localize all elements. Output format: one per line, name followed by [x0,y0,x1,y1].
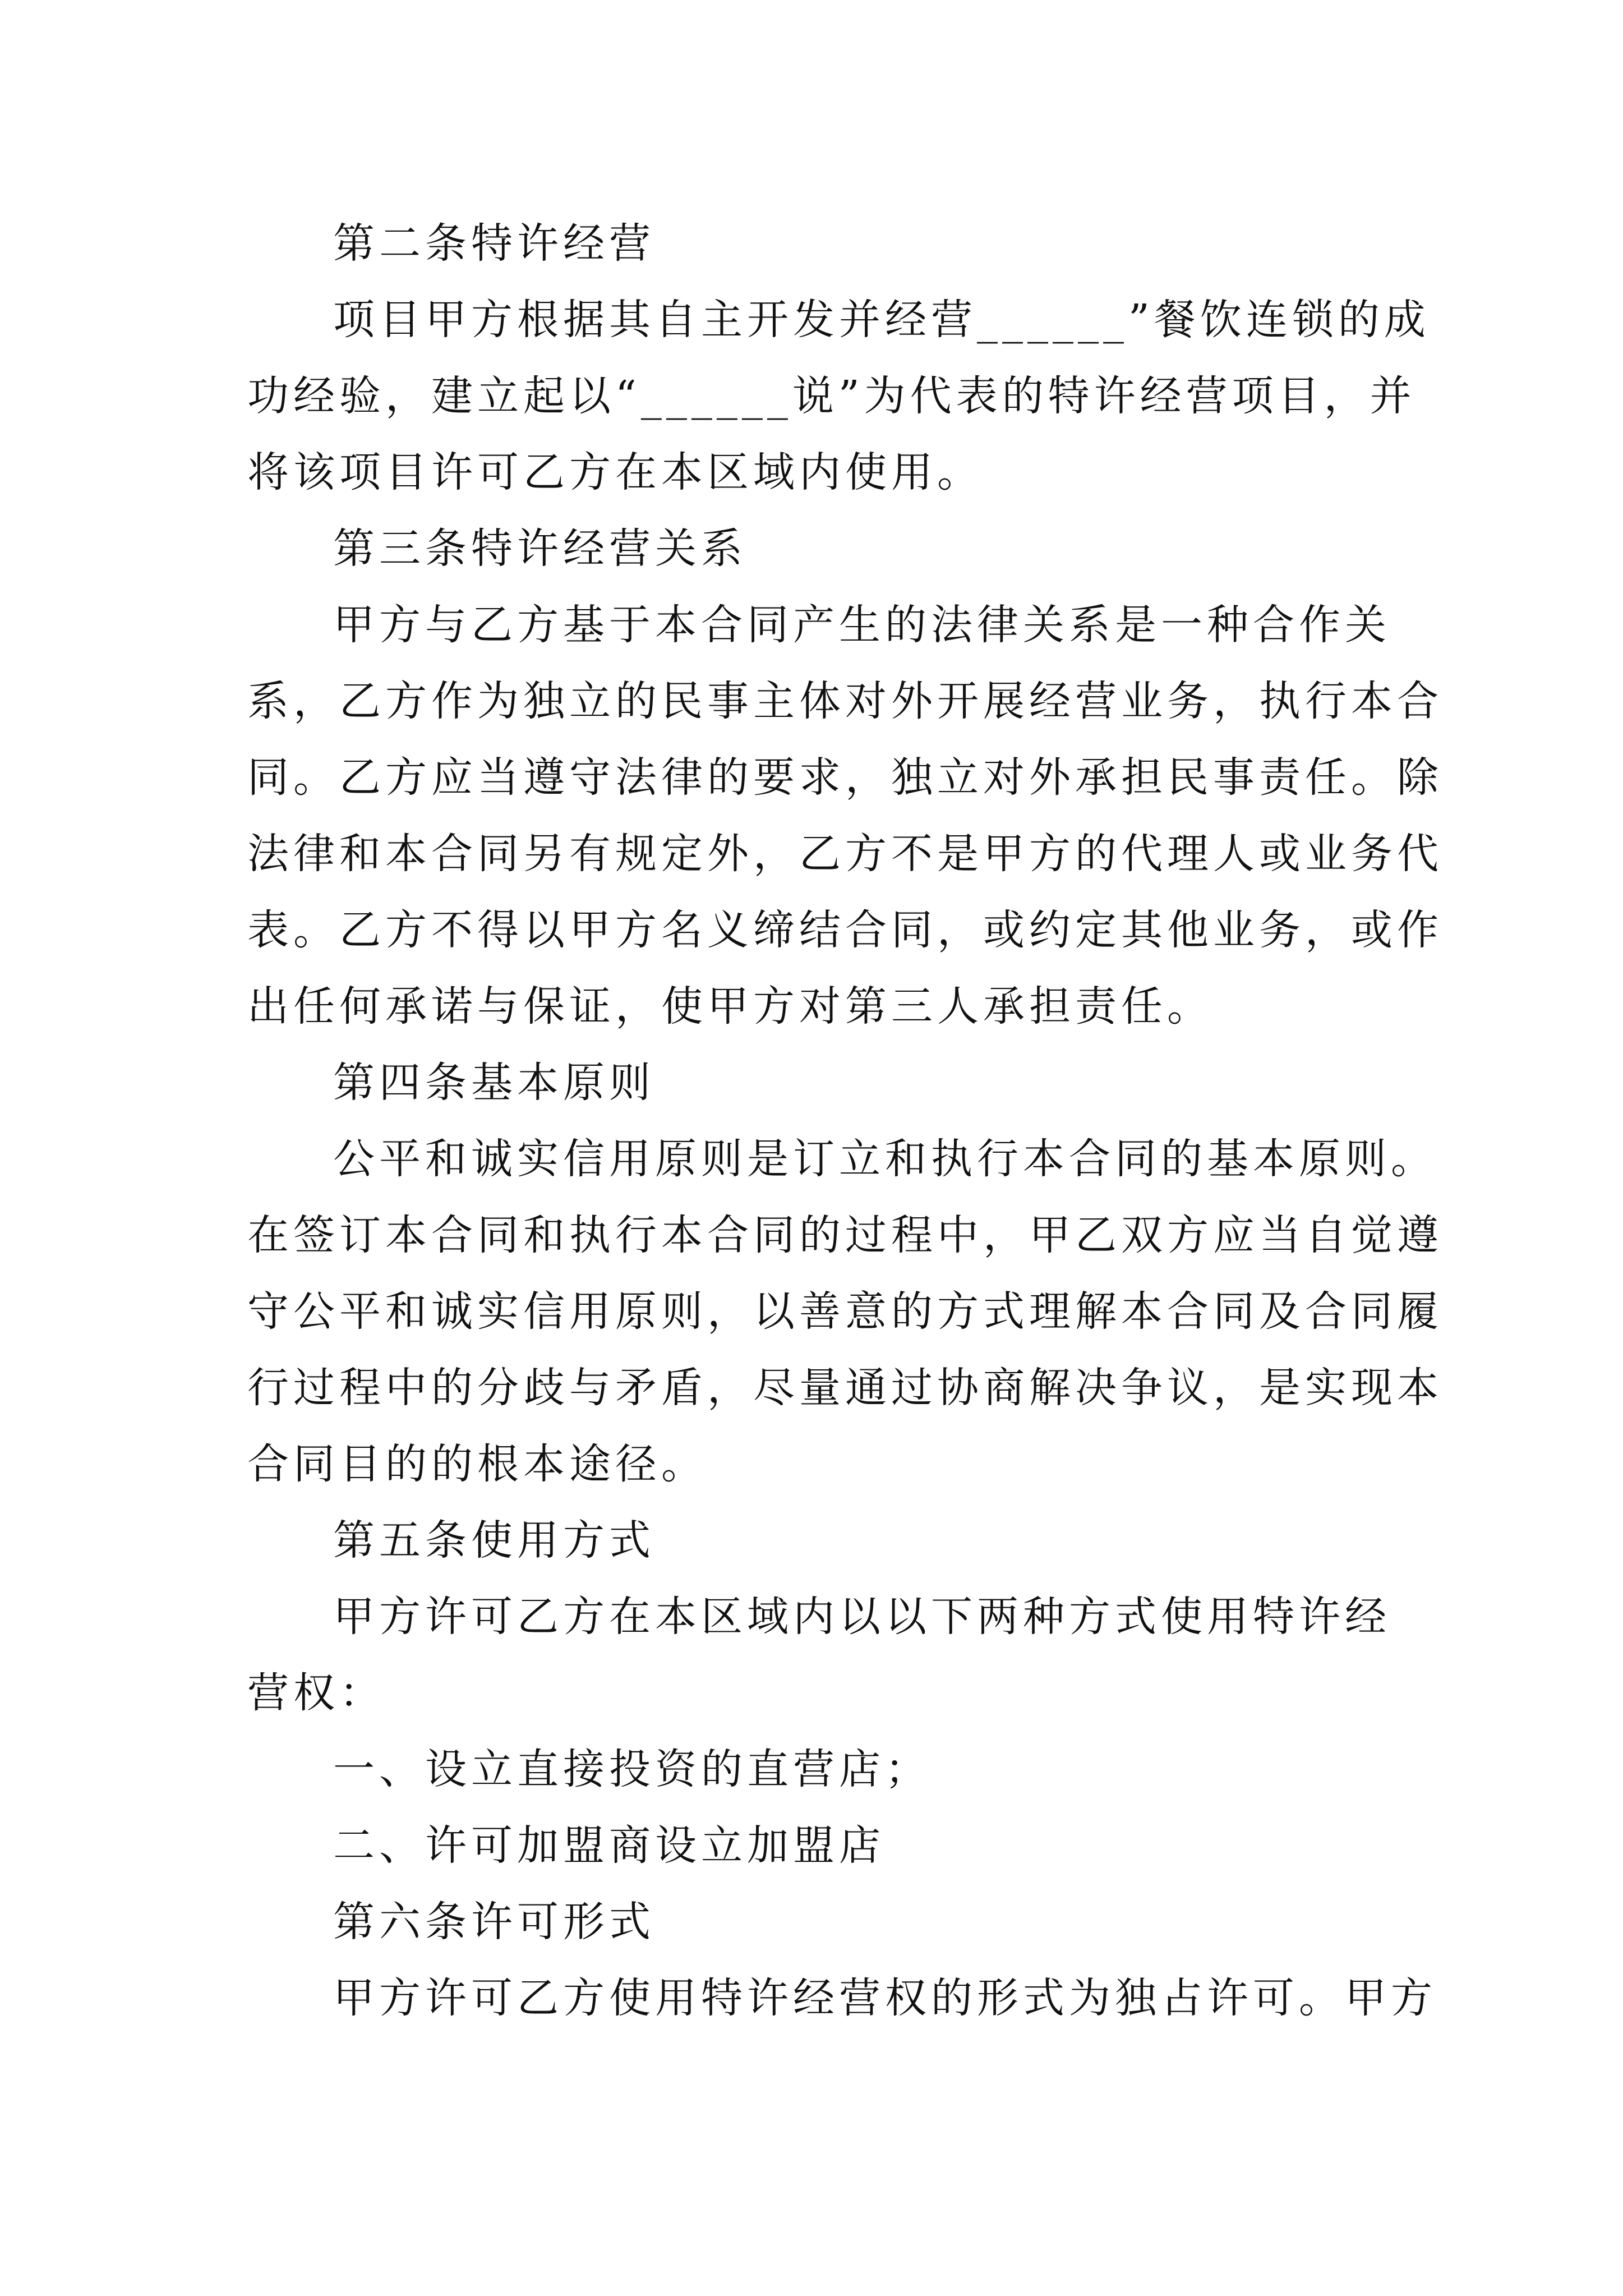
paragraph-line: 行过程中的分歧与矛盾，尽量通过协商解决争议，是实现本 [247,1364,1443,1412]
paragraph-line: 法律和本合同另有规定外，乙方不是甲方的代理人或业务代 [247,830,1443,878]
article-5-heading: 第五条使用方式 [333,1516,655,1565]
article-2-heading: 第二条特许经营 [333,219,655,268]
paragraph-line: 甲方许可乙方使用特许经营权的形式为独占许可。甲方 [333,1974,1437,2022]
paragraph-line: 合同目的的根本途径。 [247,1440,707,1488]
article-3-heading: 第三条特许经营关系 [333,524,747,573]
paragraph-line: 营权： [247,1669,385,1717]
article-6-heading: 第六条许可形式 [333,1898,655,1946]
paragraph-line: 甲方与乙方基于本合同产生的法律关系是一种合作关 [333,601,1391,649]
paragraph-line: 守公平和诚实信用原则，以善意的方式理解本合同及合同履 [247,1287,1443,1336]
paragraph-line: 公平和诚实信用原则是订立和执行本合同的基本原则。 [333,1135,1437,1183]
article-4-heading: 第四条基本原则 [333,1059,655,1107]
paragraph-line: 功经验，建立起以“______说”为代表的特许经营项目，并 [247,372,1416,420]
paragraph-line: 项目甲方根据其自主开发并经营______”餐饮连锁的成 [333,296,1430,344]
paragraph-line: 表。乙方不得以甲方名义缔结合同，或约定其他业务，或作 [247,906,1443,954]
list-item: 二、许可加盟商设立加盟店 [333,1821,885,1870]
paragraph-line: 系，乙方作为独立的民事主体对外开展经营业务，执行本合 [247,677,1443,725]
paragraph-line: 同。乙方应当遵守法律的要求，独立对外承担民事责任。除 [247,753,1443,802]
paragraph-line: 甲方许可乙方在本区域内以以下两种方式使用特许经 [333,1593,1391,1641]
paragraph-line: 在签订本合同和执行本合同的过程中，甲乙双方应当自觉遵 [247,1211,1443,1259]
paragraph-line: 出任何承诺与保证，使甲方对第三人承担责任。 [247,982,1213,1030]
paragraph-line: 将该项目许可乙方在本区域内使用。 [247,448,983,496]
list-item: 一、设立直接投资的直营店； [333,1745,931,1793]
